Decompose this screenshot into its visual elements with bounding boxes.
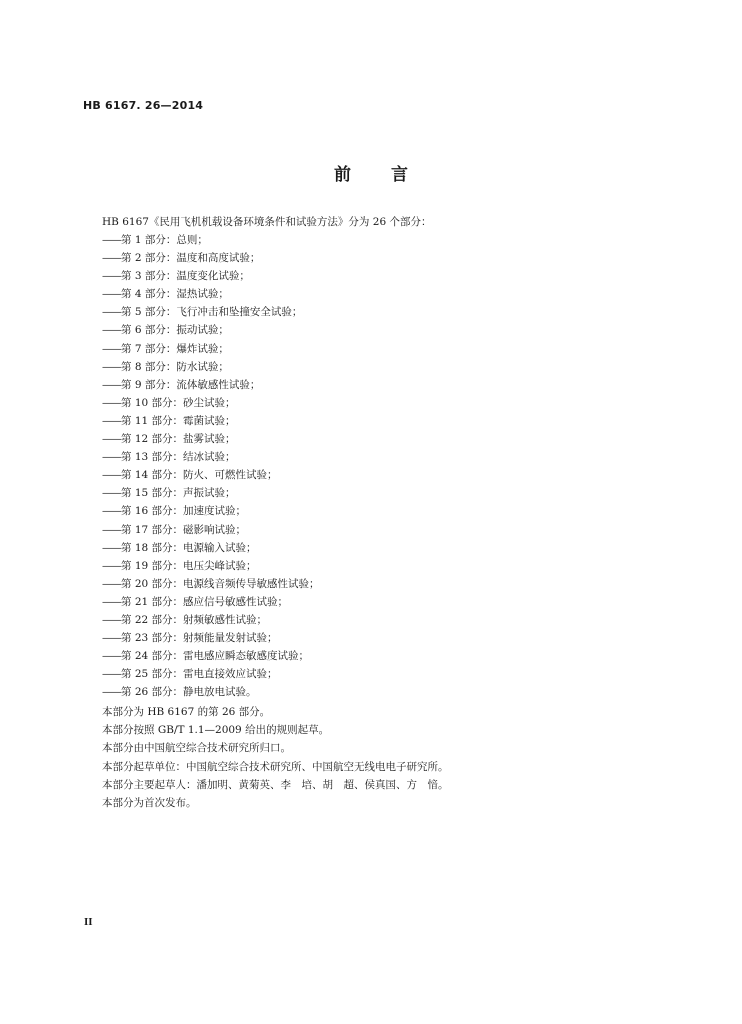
list-item <box>102 231 320 249</box>
part-text: 第 16 部分：加速度试验； <box>121 505 247 518</box>
list-item <box>102 502 320 520</box>
em-dash: —— <box>102 378 121 391</box>
list-item <box>102 412 320 430</box>
em-dash: —— <box>102 252 121 265</box>
em-dash: —— <box>102 523 121 536</box>
parts-list <box>102 231 320 701</box>
document-code: HB 6167. 26—2014 <box>83 99 204 112</box>
em-dash: —— <box>102 686 121 699</box>
em-dash: —— <box>102 433 121 446</box>
em-dash: —— <box>102 396 121 409</box>
em-dash: —— <box>102 632 121 645</box>
part-text: 第 12 部分：盐雾试验； <box>121 433 236 446</box>
part-text: 第 14 部分：防火、可燃性试验； <box>121 469 278 482</box>
list-item <box>102 484 320 502</box>
list-item <box>102 521 320 539</box>
part-text: 第 11 部分：霉菌试验； <box>121 414 236 427</box>
list-item <box>102 683 320 701</box>
note-responsible-org: 本部分由中国航空综合技术研究所归口。 <box>102 742 291 755</box>
list-item <box>102 557 320 575</box>
part-text: 第 5 部分：飞行冲击和坠撞安全试验； <box>121 306 303 319</box>
em-dash: —— <box>102 306 121 319</box>
em-dash: —— <box>102 288 121 301</box>
title-char-1: 前 <box>334 165 351 185</box>
list-item <box>102 611 320 629</box>
page-number: II <box>84 916 93 928</box>
list-item <box>102 303 320 321</box>
em-dash: —— <box>102 234 121 246</box>
list-item <box>102 629 320 647</box>
em-dash: —— <box>102 342 121 355</box>
list-item <box>102 249 320 267</box>
part-text: 第 17 部分：磁影响试验； <box>121 523 247 536</box>
title-char-2: 言 <box>391 165 408 185</box>
em-dash: —— <box>102 650 121 663</box>
em-dash: —— <box>102 541 121 554</box>
note-drafting-rules: 本部分按照 GB/T 1.1—2009 给出的规则起草。 <box>102 724 330 737</box>
em-dash: —— <box>102 469 121 482</box>
list-item <box>102 321 320 339</box>
list-item <box>102 466 320 484</box>
em-dash: —— <box>102 505 121 518</box>
em-dash: —— <box>102 414 121 427</box>
part-text: 第 20 部分：电源线音频传导敏感性试验； <box>121 577 320 590</box>
list-item <box>102 285 320 303</box>
note-drafters: 本部分主要起草人：潘加明、黄菊英、李 培、胡 超、侯真国、方 愔。 <box>102 778 449 791</box>
list-item <box>102 539 320 557</box>
part-text: 第 6 部分：振动试验； <box>121 324 229 337</box>
list-item <box>102 575 320 593</box>
part-text: 第 25 部分：雷电直接效应试验； <box>121 668 278 681</box>
list-item <box>102 267 320 285</box>
list-item <box>102 340 320 358</box>
note-first-release: 本部分为首次发布。 <box>102 796 197 809</box>
list-item <box>102 430 320 448</box>
list-item <box>102 394 320 412</box>
list-item <box>102 376 320 394</box>
part-text: 第 3 部分：温度变化试验； <box>121 270 250 283</box>
em-dash: —— <box>102 324 121 337</box>
note-drafting-units: 本部分起草单位：中国航空综合技术研究所、中国航空无线电电子研究所。 <box>102 760 449 773</box>
part-text: 第 4 部分：湿热试验； <box>121 288 229 301</box>
part-text: 第 2 部分：温度和高度试验； <box>121 252 261 265</box>
part-text: 第 13 部分：结冰试验； <box>121 451 236 464</box>
list-item <box>102 593 320 611</box>
part-text: 第 9 部分：流体敏感性试验； <box>121 378 261 391</box>
part-text: 第 26 部分：静电放电试验。 <box>121 686 257 699</box>
em-dash: —— <box>102 487 121 500</box>
part-text: 第 10 部分：砂尘试验； <box>121 396 236 409</box>
part-text: 第 23 部分：射频能量发射试验； <box>121 632 278 645</box>
part-text: 第 22 部分：射频敏感性试验； <box>121 613 268 626</box>
list-item <box>102 647 320 665</box>
note-part-number: 本部分为 HB 6167 的第 26 部分。 <box>102 706 271 718</box>
part-text: 第 18 部分：电源输入试验； <box>121 541 257 554</box>
part-text: 第 19 部分：电压尖峰试验； <box>121 559 257 572</box>
em-dash: —— <box>102 270 121 283</box>
em-dash: —— <box>102 613 121 626</box>
em-dash: —— <box>102 559 121 572</box>
part-text: 第 1 部分：总则； <box>121 234 208 246</box>
part-text: 第 15 部分：声振试验； <box>121 487 236 500</box>
em-dash: —— <box>102 577 121 590</box>
notes-block <box>102 703 449 812</box>
list-item <box>102 665 320 683</box>
part-text: 第 7 部分：爆炸试验； <box>121 342 229 355</box>
em-dash: —— <box>102 451 121 464</box>
em-dash: —— <box>102 668 121 681</box>
em-dash: —— <box>102 360 121 373</box>
page-title <box>0 160 742 185</box>
em-dash: —— <box>102 595 121 608</box>
part-text: 第 21 部分：感应信号敏感性试验； <box>121 595 289 608</box>
intro-paragraph: HB 6167《民用飞机机载设备环境条件和试验方法》分为 26 个部分： <box>102 216 432 228</box>
part-text: 第 8 部分：防水试验； <box>121 360 229 373</box>
list-item <box>102 448 320 466</box>
part-text: 第 24 部分：雷电感应瞬态敏感度试验； <box>121 650 310 663</box>
list-item <box>102 358 320 376</box>
